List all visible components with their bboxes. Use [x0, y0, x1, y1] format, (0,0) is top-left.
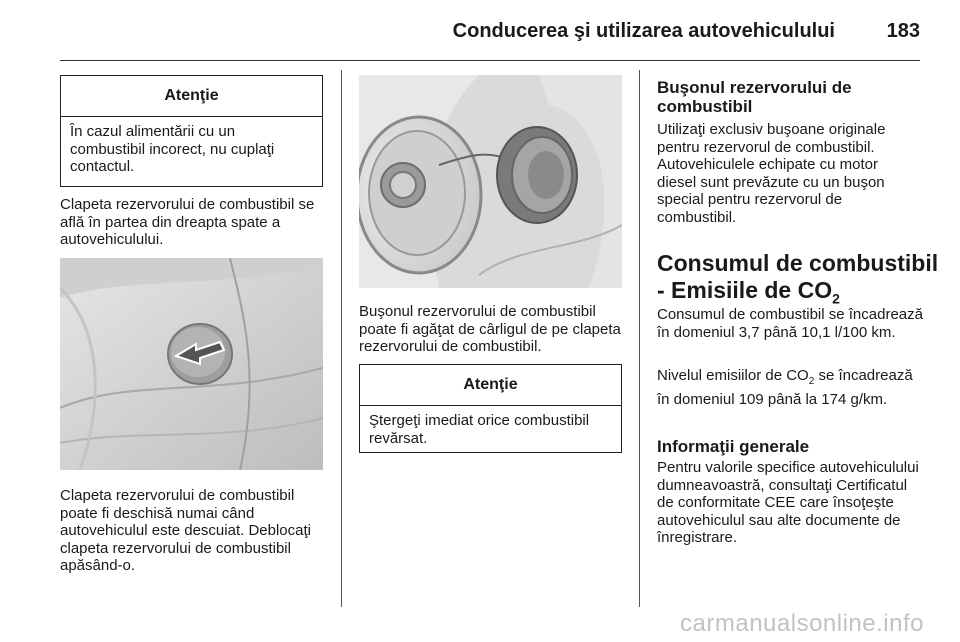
- warning-box-2: [359, 364, 622, 453]
- header-rule: [60, 60, 920, 61]
- section-title-subscript: 2: [832, 290, 840, 307]
- section-title-consumption: [657, 250, 947, 313]
- fuel-cap-heading: Buşonul rezervorului de combustibil: [657, 78, 852, 116]
- fuel-cap-text: Utilizaţi exclusiv buşoane originale pentru rezervorul de combustibil. Autovehiculele echipate cu motor diesel sunt prevăzute cu un buşon special pentru rezervorul de combustibil.: [657, 121, 886, 226]
- warning-title-2: Atenţie: [360, 365, 621, 406]
- fuel-cap-illustration: [359, 75, 622, 288]
- fuel-flap-illustration: [60, 258, 323, 470]
- consumption-range-text: Consumul de combustibil se încadrează în domeniul 3,7 până 10,1 l/100 km.: [657, 306, 923, 341]
- fuel-flap-unlock-text: Clapeta rezervorului de combustibil poate fi deschisă numai când autovehiculul este descuiat. Deblocaţi clapeta rezervorului de combustibil apăsând-o.: [60, 487, 311, 574]
- fuel-cap-figure: [359, 75, 622, 288]
- warning-title-1: Atenţie: [61, 76, 322, 117]
- warning-box-1: [60, 75, 323, 187]
- warning-text-2: Ştergeţi imediat orice combustibil revărsat.: [369, 412, 590, 447]
- fuel-flap-figure: [60, 258, 323, 470]
- section-title-text: Consumul de combustibil - Emisiile de CO: [657, 250, 939, 303]
- general-info-text: Pentru valorile specifice autovehiculului dumneavoastră, consultaţi Certificatul de conformitate CEE care însoţeşte autovehiculul sau alte documente de înregistrare.: [657, 459, 919, 546]
- emissions-range-text: [657, 367, 919, 408]
- fuel-flap-location-text: Clapeta rezervorului de combustibil se află în partea din dreapta spate a autovehiculului.: [60, 196, 315, 248]
- general-info-heading: Informaţii generale: [657, 437, 810, 456]
- emissions-text-suffix: se încadrează în domeniul 109 până la 174 g/km.: [657, 367, 913, 408]
- emissions-subscript: 2: [808, 376, 815, 387]
- watermark: carmanualsonline.info: [680, 610, 924, 637]
- warning-text-1: În cazul alimentării cu un combustibil incorect, nu cuplaţi contactul.: [70, 123, 275, 175]
- fuel-cap-hook-text: Buşonul rezervorului de combustibil poate fi agăţat de cârligul de pe clapeta rezervorului de combustibil.: [359, 303, 621, 355]
- page-number: 183: [886, 20, 920, 42]
- column-divider-left: [341, 70, 342, 607]
- column-divider-right: [639, 70, 640, 607]
- emissions-text-prefix: Nivelul emisiilor de CO: [657, 367, 809, 384]
- running-header-title: Conducerea şi utilizarea autovehiculului: [452, 20, 835, 42]
